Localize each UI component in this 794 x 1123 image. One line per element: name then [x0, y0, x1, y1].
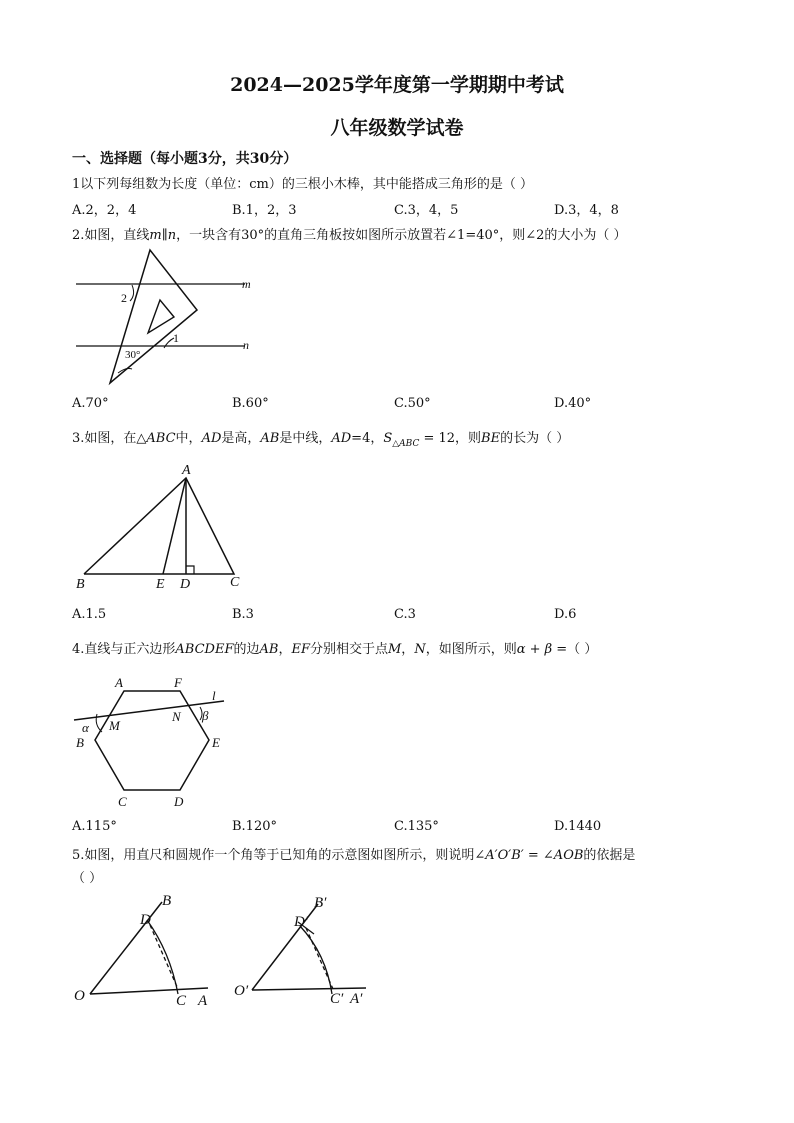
label-o: O: [74, 988, 85, 1004]
label-b: B: [76, 735, 84, 750]
q3-option-c: C.3: [394, 607, 416, 622]
q4-math: AB: [259, 642, 279, 657]
label-a: A: [115, 675, 123, 690]
q3-text-part: 中，: [175, 431, 202, 446]
q3-math: AD: [201, 431, 222, 446]
q4-text-part: 分别相交于点: [309, 642, 388, 657]
triangle-abc: [84, 478, 234, 574]
q2-option-b: B.60°: [232, 396, 269, 411]
q3-math: AB: [260, 431, 280, 446]
label-beta: β: [202, 708, 209, 723]
q4-text-part: 的边: [233, 642, 260, 657]
q2-option-a: A.70°: [72, 396, 109, 411]
q4-math: N: [414, 642, 426, 657]
q4-text-part: ，如图所示，则: [425, 642, 517, 657]
q3-text-part: 是高，: [221, 431, 261, 446]
label-alpha: α: [82, 720, 89, 735]
label-l: l: [212, 688, 216, 703]
q4-option-a: A.115°: [72, 819, 117, 834]
label-angle-2: 2: [121, 291, 127, 305]
q2-figure: [70, 245, 270, 390]
q4-math: M: [387, 642, 402, 657]
right-angle-mark: [186, 566, 194, 574]
q2-text-part: ，一块含有30°的直角三角板按如图所示放置若∠1=40°，则∠2的大小为（ ）: [176, 228, 627, 243]
label-d: D: [174, 794, 184, 809]
question-2-text: [72, 224, 627, 243]
arc-d2c2: [300, 926, 332, 994]
q5-figure: [70, 890, 390, 1015]
exam-title: 2024—2025学年度第一学期期中考试: [230, 74, 564, 96]
label-angle-1: 1: [173, 331, 179, 345]
arc-dc: [147, 920, 178, 994]
dashed-segment-d2c2: [306, 928, 333, 989]
label-angle-30: 30°: [125, 349, 141, 361]
q4-text-part: ，: [401, 642, 415, 657]
question-5-line2: （ ）: [72, 871, 103, 886]
label-d: D: [180, 577, 191, 592]
question-5-text: [72, 844, 635, 863]
q1-option-b: B.1，2，3: [232, 203, 297, 218]
ray-ob: [90, 902, 162, 994]
q3-option-a: A.1.5: [72, 607, 107, 622]
exam-subtitle: 八年级数学试卷: [330, 117, 464, 139]
q4-option-b: B.120°: [232, 819, 277, 834]
label-n: n: [243, 338, 249, 352]
q3-option-d: D.6: [554, 607, 577, 622]
q3-option-b: B.3: [232, 607, 254, 622]
label-e: E: [212, 735, 220, 750]
q3-math: AD: [331, 431, 352, 446]
q4-option-d: D.1440: [554, 819, 602, 834]
q4-option-c: C.135°: [394, 819, 439, 834]
hexagon-abcdef: [95, 691, 209, 790]
q1-option-d: D.3，4，8: [554, 203, 619, 218]
q2-text-part: 2.如图，直线: [72, 228, 150, 243]
q4-math: α + β: [516, 642, 553, 657]
q4-text-part: ，: [278, 642, 292, 657]
q3-math: ABC: [146, 431, 176, 446]
dashed-segment-dc: [150, 925, 178, 989]
q3-math: BE: [481, 431, 501, 446]
label-d: D: [140, 912, 151, 928]
q4-text-part: =（ ）: [552, 642, 598, 657]
q3-figure: [72, 460, 262, 595]
label-n: N: [172, 709, 181, 724]
q3-text-part: 3.如图，在△: [72, 431, 147, 446]
q4-math: EF: [291, 642, 310, 657]
ray-o2a2: [252, 988, 366, 990]
question-4-text: [72, 638, 597, 657]
label-e: E: [156, 577, 165, 592]
q3-text-part: = 12，则: [419, 431, 482, 446]
q3-math: S: [383, 431, 393, 446]
q3-text-part: =4，: [351, 431, 384, 446]
question-3-text: [72, 427, 570, 449]
q2-option-c: C.50°: [394, 396, 431, 411]
label-a-prime: A′: [350, 991, 363, 1007]
q4-math: ABCDEF: [175, 642, 234, 657]
q1-option-a: A.2，2，4: [72, 203, 137, 218]
ray-oa: [90, 988, 208, 994]
label-a: A: [182, 463, 191, 478]
label-d-prime: D′: [294, 914, 309, 930]
label-m: M: [109, 718, 120, 733]
label-f: F: [174, 675, 182, 690]
segment-ae: [163, 478, 186, 574]
q3-subscript: △ABC: [392, 439, 420, 449]
label-a: A: [198, 993, 208, 1009]
q2-option-d: D.40°: [554, 396, 592, 411]
label-c: C: [230, 575, 240, 590]
q4-figure: [72, 670, 242, 815]
q4-text-part: 4.直线与正六边形: [72, 642, 176, 657]
q3-text-part: 的长为（ ）: [500, 431, 570, 446]
label-b: B: [162, 893, 172, 909]
question-1-text: 1以下列每组数为长度（单位：cm）的三根小木棒，其中能搭成三角形的是（ ）: [72, 177, 534, 192]
q1-option-c: C.3，4，5: [394, 203, 459, 218]
q3-text-part: 是中线，: [279, 431, 332, 446]
section-heading: 一、选择题（每小题3分，共30分）: [72, 151, 298, 167]
q5-text-part: 5.如图，用直尺和圆规作一个角等于已知角的示意图如图所示，则说明: [72, 848, 475, 863]
label-b: B: [76, 577, 85, 592]
q2-parallel-notation: m∥n: [149, 228, 177, 243]
q5-math: ∠A′O′B′ = ∠AOB: [474, 848, 584, 863]
set-square-inner: [148, 300, 174, 333]
q5-text-part: 的依据是: [583, 848, 636, 863]
angle-2-arc: [130, 285, 134, 301]
label-b-prime: B′: [314, 895, 327, 911]
label-c: C: [118, 794, 127, 809]
label-c-prime: C′: [330, 991, 344, 1007]
label-m: m: [242, 277, 251, 291]
label-c: C: [176, 993, 187, 1009]
label-o-prime: O′: [234, 983, 249, 999]
